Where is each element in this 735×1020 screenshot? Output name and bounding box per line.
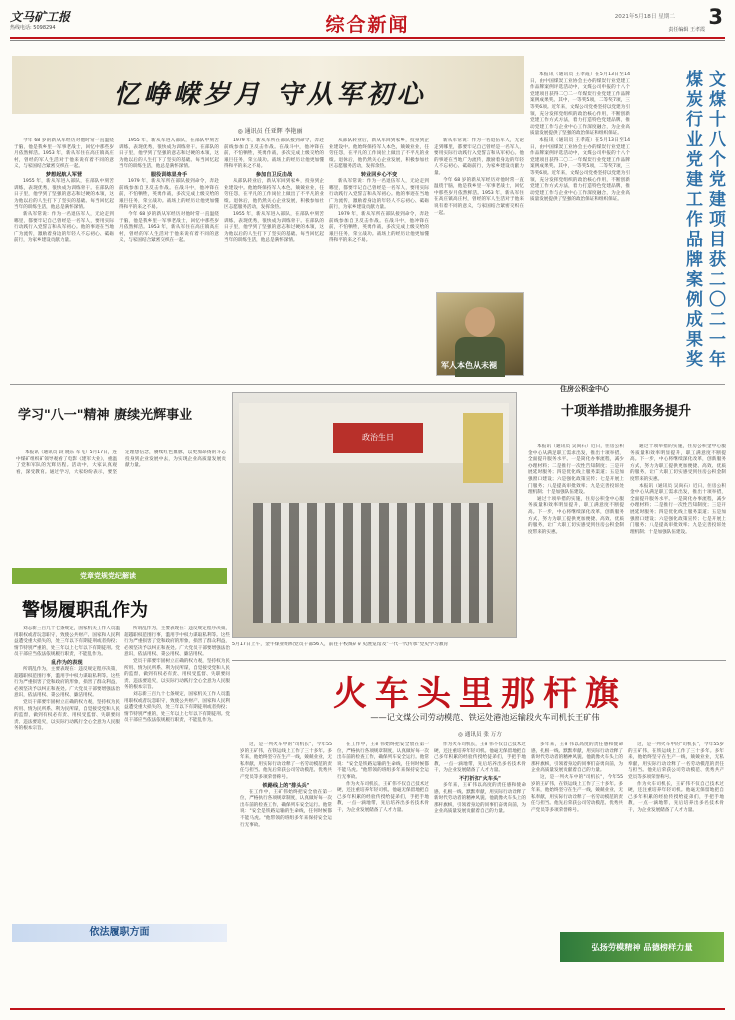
group-photo-caption: 5月17日上午，金牛煤业组织党员干部56人，前往干校煤矿矿史展览馆及"一代一代传承"党史学习教育	[232, 642, 449, 647]
article2-body: 本报讯（通讯员 王孝霞）在5月13日至14日，由中国煤炭工业协会主办的煤炭行业党建工作品牌案例评选活动中，文煤公司申报的十八个党建项目获得二〇二一年煤炭行业党建工作品牌案例成果奖。其中，一等奖5项，二等奖7项，三等奖6项。近年来，文煤公司党委坚持以党建为引领，充分发挥党组织的政治核心作用，不断创新党建工作方式方法，着力打造特色党建品牌，推动党建工作与企业中心工作深度融合，为企业高质量发展提供了坚强的政治保证和组织保证。 本报讯（通讯员 王孝霞）在5月13日至14日，由中国煤炭工业协会主办的煤炭行业党建工作品牌案例评选活动中，文煤公司申报的十八个党建项目获得二〇二一年煤炭行业党建工作品牌案例成果奖。其中，一等奖5项，二等奖7项，三等奖6项。近年来，文煤公司党委坚持以党建为引领，充分发挥党组织的政治核心作用，不断创新党建工作方式方法，着力打造特色党建品牌，推动党建工作与企业中心工作深度融合，为企业高质量发展提供了坚强的政治保证和组织保证。	[530, 72, 630, 203]
article6-title: 火车头里那杆旗	[333, 674, 627, 714]
masthead-rule	[10, 37, 725, 39]
article4-label: 党章党规党纪解读	[80, 572, 136, 580]
article4-col1: 刘志新三百九十七条规定，国家机关工作人员滥用职权或者玩忽职守，致使公共财产、国家和人民利益遭受重大损失的，处三年以下有期徒刑或者拘役；情节特别严重的，处三年以上七年以下有期徒刑。党员干部应当依法依规履行职责，不能乱作为。 乱作为的表现 所谓乱作为，主要表现在：违反规定程序决策，超越职权范围行事，滥用手中权力谋取私利等。这些行为严重损害了党和政府的形象，损害了群众利益，必须坚决予以纠正和查处。广大党员干部要增强法治意识，依法用权、秉公用权、廉洁用权。 党员干部要牢固树立正确的权力观，坚持权为民所用、情为民所系、利为民所谋，自觉接受党和人民的监督，做到有权必有责、用权受监督、失职要问责、违法要追究，以实际行动践行全心全意为人民服务的根本宗旨。	[14, 626, 120, 732]
article4-bottom-banner: 依法履职方面	[12, 924, 227, 942]
article3-title: 学习"八一"精神 赓续光辉事业	[18, 408, 193, 423]
article5-title: 十项举措助推服务提升	[560, 404, 691, 419]
article4-col2: 所谓乱作为，主要表现在：违反规定程序决策，超越职权范围行事，滥用手中权力谋取私利等。这些行为严重损害了党和政府的形象，损害了群众利益，必须坚决予以纠正和查处。广大党员干部要增强法治意识，依法用权、秉公用权、廉洁用权。 党员干部要牢固树立正确的权力观，坚持权为民所用、情为民所系、利为民所谋，自觉接受党和人民的监督，做到有权必有责、用权受监督、失职要问责、违法要追究，以实际行动践行全心全意为人民服务的根本宗旨。 刘志新三百九十七条规定，国家机关工作人员滥用职权或者玩忽职守，致使公共财产、国家和人民利益遭受重大损失的，处三年以下有期徒刑或者拘役；情节特别严重的，处三年以上七年以下有期徒刑。党员干部应当依法依规履行职责，不能乱作为。	[124, 626, 230, 724]
section-title: 综合新闻	[325, 14, 410, 36]
article6-col3: 作为火车司机长，王矿伟不仅自己技术过硬，还注重培养年轻司机。他毫无保留地把自己多年积累的经验传授给徒弟们，手把手地教，一点一滴地带，先后培养出多名技术骨干，为企业发展储备了人才力量。 不打折扣"火车头" 多年来，王矿伟以高度的责任感和使命感，扎根一线、默默奉献，用实际行动诠释了新时代劳动者的精神风貌。他就像火车头上的那杆旗帜，引领着身边的同事们奋勇向前，为企业高质量发展贡献着自己的力量。	[434, 742, 526, 815]
article1-col5: 新从军常说：作为一名退伍军人，无论走到哪里，都要牢记自己曾经是一名军人，要用实际行动践行入党誓言和从军初心。他的事迹在当地广为流传，激励着身边的年轻人不忘初心、砥砺前行，为家乡建设贡献力量。 今年 68 岁的新从军经历对他时常一直温绕于脑，他是我乡里一军事老战士，回忆中那些岁月依然鲜活。1953 年，新从军住在高庄镇高庄村，曾经的军人生活对于他来说有着不同的意义，与家国结合紧密交织在一起。	[434, 138, 524, 216]
article1-col3: 1979 年，新从军所在部队接到命令，奔赴前线参加自卫反击作战。在战斗中，他冲锋在前，不怕牺牲，英勇作战，多次完成上级交给的艰巨任务，荣立战功。战场上的经历让他更加懂得和平的来之不易。 参加自卫反击战 从部队转业后，新从军回到家乡，投身到企业建设中。他始终保持军人本色，兢兢业业，任劳任怨，在平凡的工作岗位上做出了不平凡的业绩。退休后，他仍然关心企业发展，积极参加社区志愿服务活动，发挥余热。 1955 年，新从军进入部队，在部队中刻苦训练，表现优秀，很快成为训练骨干。在部队的日子里，他学到了坚强的意志和过硬的本领，这为他以后的人生打下了坚实的基础。每当回忆起当年的训练生活，他总是满怀深情。	[224, 138, 324, 244]
editor-credit: 责任编辑 王孝霞	[668, 27, 705, 33]
article6-subtitle: ——记文煤公司劳动模范、铁运处港池运输段火车司机长王矿伟	[370, 712, 600, 722]
divider-1	[10, 384, 725, 385]
issue-date: 2021年5月18日 星期二	[614, 14, 675, 20]
footer-rule	[10, 1008, 725, 1010]
page-number: 3	[708, 5, 723, 29]
group-photo: 政治生日	[232, 392, 517, 638]
veteran-photo	[436, 292, 524, 376]
article1-col4: 从部队转业后，新从军回到家乡，投身到企业建设中。他始终保持军人本色，兢兢业业，任劳任怨，在平凡的工作岗位上做出了不平凡的业绩。退休后，他仍然关心企业发展，积极参加社区志愿服务活动，发挥余热。 转业回乡心不变 新从军常说：作为一名退伍军人，无论走到哪里，都要牢记自己曾经是一名军人，要用实际行动践行入党誓言和从军初心。他的事迹在当地广为流传，激励着身边的年轻人不忘初心、砥砺前行，为家乡建设贡献力量。 1979 年，新从军所在部队接到命令，奔赴前线参加自卫反击作战。在战斗中，他冲锋在前，不怕牺牲，英勇作战，多次完成上级交给的艰巨任务，荣立战功。战场上的经历让他更加懂得和平的来之不易。	[329, 138, 429, 244]
article1-col2: 1955 年，新从军进入部队，在部队中刻苦训练，表现优秀，很快成为训练骨干。在部队的日子里，他学到了坚强的意志和过硬的本领，这为他以后的人生打下了坚实的基础。每当回忆起当年的训练生活，他总是满怀深情。 服役训练显身手 1979 年，新从军所在部队接到命令，奔赴前线参加自卫反击作战。在战斗中，他冲锋在前，不怕牺牲，英勇作战，多次完成上级交给的艰巨任务，荣立战功。战场上的经历让他更加懂得和平的来之不易。 今年 68 岁的新从军经历对他时常一直温绕于脑，他是我乡里一军事老战士，回忆中那些岁月依然鲜活。1953 年，新从军住在高庄镇高庄村，曾经的军人生活对于他来说有着不同的意义，与家国结合紧密交织在一起。	[119, 138, 219, 244]
newspaper-logo: 文马矿工报	[10, 10, 71, 24]
article1-title: 忆峥嵘岁月 守从军初心	[113, 80, 427, 110]
article6-col4: 多年来，王矿伟以高度的责任感和使命感，扎根一线、默默奉献，用实际行动诠释了新时代劳动者的精神风貌。他就像火车头上的那杆旗帜，引领着身边的同事们奋勇向前，为企业高质量发展贡献着自己的力量。 这，是一列火车中的"司机长"，今年55岁的王矿伟，在铁运线上工作了三十多年。多年来，他始终坚守在生产一线，兢兢业业，无私奉献，用实际行动诠释了一名劳动模范的责任与担当。他先后荣获公司劳动模范、优秀共产党员等多项荣誉称号。	[531, 742, 623, 813]
article2-vertical-title: 文煤十八个党建项目获二〇二一年煤炭行业党建工作品牌案例成果奖	[682, 70, 725, 370]
article4-title: 警惕履职乱作为	[22, 600, 148, 621]
article6-byline: ◎ 通讯员 张 万方	[458, 732, 502, 738]
article3-body: 本报讯（通讯员 段 晓东 军飞）5月17日，连中煤矿组织矿领导观看了电影《建军大业》，重温了党和军队的光辉历程。活动中，大家认真观看，深受教育。通过学习，大家纷纷表示，要坚定理想信念，赓续红色血脉，以更加昂扬的斗志投身到企业发展中去，为实现企业高质量发展贡献力量。	[16, 450, 226, 475]
article1-byline: ◎ 通讯员 任亚辉 李艳丽	[237, 128, 303, 135]
article6-bottom-banner: 弘扬劳模精神 品德榜样力量	[560, 932, 724, 962]
article6-col1: 这，是一列火车中的"司机长"，今年55岁的王矿伟，在铁运线上工作了三十多年。多年来，他始终坚守在生产一线，兢兢业业，无私奉献，用实际行动诠释了一名劳动模范的责任与担当。他先后荣获公司劳动模范、优秀共产党员等多项荣誉称号。 铁路线上的"排头兵" 在工作中，王矿伟始终把安全放在第一位，严格执行各项规章制度，认真做好每一次出车前的检查工作，确保列车安全运行。他常说："安全是铁路运输的生命线，任何时候都不能马虎。"他带领的班组多年来保持安全运行无事故。	[240, 742, 332, 828]
article6-col5: 这，是一列火车中的"司机长"，今年55岁的王矿伟，在铁运线上工作了三十多年。多年来，他始终坚守在生产一线，兢兢业业，无私奉献，用实际行动诠释了一名劳动模范的责任与担当。他先后荣获公司劳动模范、优秀共产党员等多项荣誉称号。 作为火车司机长，王矿伟不仅自己技术过硬，还注重培养年轻司机。他毫无保留地把自己多年积累的经验传授给徒弟们，手把手地教，一点一滴地带，先后培养出多名技术骨干，为企业发展储备了人才力量。	[628, 742, 724, 813]
divider-2	[232, 660, 726, 661]
hotline: 热线电话: 5098294	[10, 25, 56, 31]
article1-col1: 今年 68 岁的新从军经历对他时常一直温绕于脑，他是我乡里一军事老战士，回忆中那些岁月依然鲜活。1953 年，新从军住在高庄镇高庄村，曾经的军人生活对于他来说有着不同的意义，与家国结合紧密交织在一起。 梦想起航人军营 1955 年，新从军进入部队，在部队中刻苦训练，表现优秀，很快成为训练骨干。在部队的日子里，他学到了坚强的意志和过硬的本领，这为他以后的人生打下了坚实的基础。每当回忆起当年的训练生活，他总是满怀深情。 新从军常说：作为一名退伍军人，无论走到哪里，都要牢记自己曾经是一名军人，要用实际行动践行入党誓言和从军初心。他的事迹在当地广为流传，激励着身边的年轻人不忘初心、砥砺前行，为家乡建设贡献力量。	[14, 138, 114, 244]
masthead-rule-thin	[10, 40, 725, 41]
article5-label: 住房公积金中心	[560, 385, 609, 393]
article6-col2: 在工作中，王矿伟始终把安全放在第一位，严格执行各项规章制度，认真做好每一次出车前的检查工作，确保列车安全运行。他常说："安全是铁路运输的生命线，任何时候都不能马虎。"他带领的班组多年来保持安全运行无事故。 作为火车司机长，王矿伟不仅自己技术过硬，还注重培养年轻司机。他毫无保留地把自己多年积累的经验传授给徒弟们，手把手地教，一点一滴地带，先后培养出多名技术骨干，为企业发展储备了人才力量。	[337, 742, 429, 813]
article5-col1: 本报讯（通讯员 吴尚石）近日，住房公积金中心从满足职工需求出发，推出十项举措，全面提升服务水平。一是简化办事流程，减少办理材料；二是推行一次性告知制度；三是开展延时服务；四是优化线上服务渠道；五是加强窗口建设；六是强化政策宣传；七是开展上门服务；八是提高审批效率；九是完善投诉处理机制；十是加强队伍建设。 通过十项举措的实施，住房公积金中心服务质量和效率明显提升，职工满意度不断提高。下一步，中心将继续深化改革，创新服务方式，努力为职工提供更加便捷、高效、优质的服务，让广大职工切实感受到住房公积金制度带来的实惠。	[528, 444, 624, 535]
photo-caption-overlay: 军人本色从未褪	[441, 360, 497, 370]
article5-col2: 通过十项举措的实施，住房公积金中心服务质量和效率明显提升，职工满意度不断提高。下一步，中心将继续深化改革，创新服务方式，努力为职工提供更加便捷、高效、优质的服务，让广大职工切实感受到住房公积金制度带来的实惠。 本报讯（通讯员 吴尚石）近日，住房公积金中心从满足职工需求出发，推出十项举措，全面提升服务水平。一是简化办事流程，减少办理材料；二是推行一次性告知制度；三是开展延时服务；四是优化线上服务渠道；五是加强窗口建设；六是强化政策宣传；七是开展上门服务；八是提高审批效率；九是完善投诉处理机制；十是加强队伍建设。	[630, 444, 726, 535]
